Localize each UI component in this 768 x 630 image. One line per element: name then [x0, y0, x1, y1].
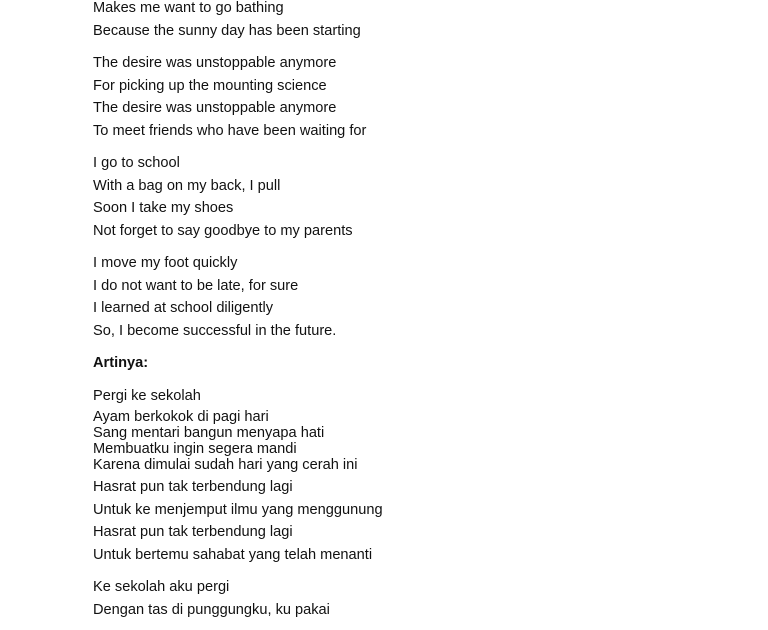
poem-line: So, I become successful in the future. [93, 322, 337, 339]
translation-line: Untuk ke menjemput ilmu yang menggunung [93, 501, 383, 518]
poem-line: Makes me want to go bathing [93, 0, 284, 16]
translation-title: Pergi ke sekolah [93, 387, 201, 404]
poem-line: I do not want to be late, for sure [93, 277, 299, 294]
translation-stanza-3 [93, 576, 733, 621]
poem-line: Soon I take my shoes [93, 200, 234, 216]
poem-line: With a bag on my back, I pull [93, 177, 281, 194]
translation-stanza-1 [93, 409, 733, 473]
stanza-1 [93, 0, 733, 42]
stanza-3 [93, 152, 733, 242]
poem-line: To meet friends who have been waiting for [93, 122, 367, 139]
poem-line: The desire was unstoppable anymore [93, 100, 337, 116]
translation-line: Hasrat pun tak terbendung lagi [93, 524, 293, 540]
poem-line: I learned at school diligently [93, 300, 274, 316]
translation-heading: Artinya: [93, 355, 149, 371]
translation-line: Ke sekolah aku pergi [93, 579, 230, 595]
poem-line: Not forget to say goodbye to my parents [93, 222, 353, 239]
translation-line: Karena dimulai sudah hari yang cerah ini [93, 457, 358, 473]
poem-document [93, 0, 733, 621]
stanza-4 [93, 252, 733, 342]
translation-line: Untuk bertemu sahabat yang telah menanti [93, 546, 373, 563]
poem-line: The desire was unstoppable anymore [93, 55, 337, 71]
stanza-2 [93, 52, 733, 142]
translation-line: Membuatku ingin segera mandi [93, 441, 297, 457]
translation-line: Sang mentari bangun menyapa hati [93, 425, 325, 441]
poem-line: I go to school [93, 155, 180, 171]
translation-stanza-2 [93, 476, 733, 566]
translation-line: Hasrat pun tak terbendung lagi [93, 479, 293, 495]
poem-line: For picking up the mounting science [93, 77, 327, 94]
poem-line: I move my foot quickly [93, 255, 238, 271]
translation-line: Dengan tas di punggungku, ku pakai [93, 601, 330, 618]
translation-line: Ayam berkokok di pagi hari [93, 409, 269, 425]
poem-line: Because the sunny day has been starting [93, 22, 361, 39]
